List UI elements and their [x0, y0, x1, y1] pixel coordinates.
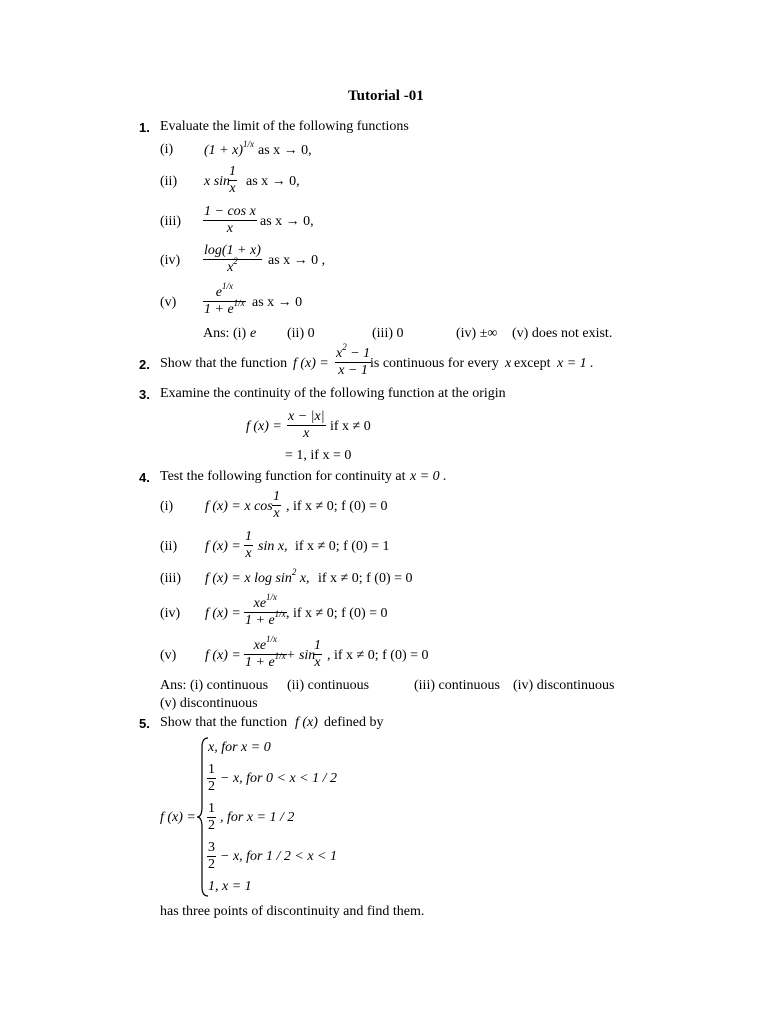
q4-item-iii-label: (iii) — [160, 571, 181, 586]
q4-answer-5: (v) discontinuous — [160, 696, 258, 711]
q4-item-v-label: (v) — [160, 648, 177, 663]
q5-case-4-expression: − x, for 1 / 2 < x < 1 — [220, 849, 337, 864]
q5-case-3-numerator: 1 — [208, 801, 215, 816]
q4-answer-1: Ans: (i) continuous — [160, 678, 269, 693]
q5-case-4-fraction — [207, 840, 216, 873]
q4-answer-3: (iii) continuous — [414, 678, 500, 693]
q1-item-ii-condition: as x → 0, — [246, 174, 300, 189]
q2-numerator: $x^2 - 1$ — [336, 342, 371, 361]
q5-case-1: x, for x = 0 — [208, 740, 271, 755]
q4-item-i-numerator: 1 — [273, 489, 280, 504]
q4-item-i-denominator: x — [273, 506, 280, 521]
q4-item-ii-numerator: 1 — [245, 529, 252, 544]
q1-item-iii-condition: as x → 0, — [260, 214, 314, 229]
q5-case-3-denominator: 2 — [208, 818, 215, 833]
question-2-text-middle: is continuous for every — [370, 356, 499, 371]
q1-item-ii-fraction — [228, 164, 237, 197]
q4-item-v-numerator-2: 1 — [314, 638, 321, 653]
q3-denominator: x — [303, 426, 310, 441]
q1-answer-2: (ii) 0 — [287, 326, 315, 341]
q1-answer-1: e — [250, 326, 257, 341]
q4-item-iii-condition: if x ≠ 0; f (0) = 0 — [318, 571, 413, 586]
q1-item-iv-label: (iv) — [160, 253, 181, 268]
q1-item-ii-denominator: x — [229, 181, 236, 196]
q5-function-name: f (x) = — [160, 810, 196, 825]
q5-case-3-fraction — [207, 801, 216, 834]
q1-answer-3: (iii) 0 — [372, 326, 404, 341]
q3-function-name: f (x) = — [246, 419, 282, 434]
q1-item-ii-prefix: x sin — [204, 174, 231, 189]
question-4-text: Test the following function for continuity at — [160, 469, 406, 484]
q4-item-ii-condition: if x ≠ 0; f (0) = 1 — [295, 539, 390, 554]
q5-case-4-denominator: 2 — [208, 857, 215, 872]
q4-item-iii-expression: f (x) = x $\log \sin^2 x$, — [205, 567, 310, 586]
q5-case-4-numerator: 3 — [208, 840, 215, 855]
q5-case-2-denominator: 2 — [208, 779, 215, 794]
q3-condition-1: if x ≠ 0 — [330, 419, 371, 434]
q2-denominator: x − 1 — [338, 363, 368, 378]
q1-item-v-numerator: $e^{1/x}$ — [203, 285, 246, 302]
q4-item-iv-condition: , if x ≠ 0; f (0) = 0 — [286, 606, 388, 621]
page-title: Tutorial -01 — [348, 88, 424, 104]
q4-item-i-fraction — [272, 489, 281, 522]
q1-item-iii-denominator: x — [226, 221, 234, 236]
q5-case-5: 1, x = 1 — [208, 879, 252, 894]
q2-condition: x = 1 . — [557, 356, 594, 371]
q4-item-i-label: (i) — [160, 499, 174, 514]
q4-item-iv-label: (iv) — [160, 606, 181, 621]
q1-answer-label: Ans: (i) — [203, 326, 247, 341]
question-number-1: 1. — [139, 120, 150, 135]
q1-item-i-label: (i) — [160, 142, 174, 157]
q4-item-ii-fraction — [244, 529, 253, 562]
q4-item-v-fraction-2 — [313, 638, 322, 671]
q4-item-v-condition: , if x ≠ 0; f (0) = 0 — [327, 648, 429, 663]
q1-answer-5: (v) does not exist. — [512, 326, 613, 341]
q4-item-v-denominator-2: x — [314, 655, 321, 670]
q4-answer-4: (iv) discontinuous — [513, 678, 615, 693]
q1-item-i-expression: $(1 + x)^{1/x}$ — [204, 139, 254, 158]
question-number-4: 4. — [139, 470, 150, 485]
q4-item-ii-label: (ii) — [160, 539, 178, 554]
question-3-text: Examine the continuity of the following function at the origin — [160, 386, 506, 401]
q4-item-v-prefix: f (x) = — [205, 648, 241, 663]
question-2-text-start: Show that the function — [160, 356, 288, 371]
q3-numerator: x − |x| — [288, 409, 325, 424]
q1-item-v-denominator: $1 + e^{1/x}$ — [204, 298, 245, 317]
q5-case-2-expression: − x, for 0 < x < 1 / 2 — [220, 771, 337, 786]
q4-item-v-denominator-1: $1 + e^{1/x}$ — [245, 651, 286, 670]
question-number-3: 3. — [139, 387, 150, 402]
q1-item-iv-denominator: $x^2$ — [227, 256, 238, 275]
q1-item-v-condition: as x → 0 — [252, 295, 303, 310]
q2-fraction — [335, 342, 371, 379]
q1-item-iv-fraction — [203, 243, 262, 276]
q1-item-iii-label: (iii) — [160, 214, 181, 229]
question-5-closing: has three points of discontinuity and find them. — [160, 904, 425, 919]
q4-item-iv-numerator: $xe^{1/x}$ — [244, 596, 287, 613]
q4-item-v-fraction-1 — [244, 634, 287, 671]
q4-item-ii-postfix: sin x, — [258, 539, 288, 554]
question-number-2: 2. — [139, 357, 150, 372]
q1-item-v-label: (v) — [160, 295, 177, 310]
q5-function-inline: f (x) — [295, 715, 318, 730]
q4-item-iv-denominator: $1 + e^{1/x}$ — [245, 609, 286, 628]
q1-item-v-fraction — [203, 281, 246, 318]
q1-answer-4: (iv) ±∞ — [456, 326, 498, 341]
question-2-text-except: except — [514, 356, 551, 371]
question-1-text: Evaluate the limit of the following functions — [160, 119, 409, 134]
q1-item-ii-label: (ii) — [160, 174, 178, 189]
question-5-text-end: defined by — [324, 715, 384, 730]
q5-case-2-fraction — [207, 762, 216, 795]
q1-item-ii-numerator: 1 — [229, 164, 236, 179]
q5-case-3-expression: , for x = 1 / 2 — [220, 810, 295, 825]
q2-function-name: f (x) = — [293, 356, 329, 371]
question-number-5: 5. — [139, 716, 150, 731]
q4-item-ii-denominator: x — [245, 546, 252, 561]
q1-item-iii-numerator: 1 − cos x — [204, 204, 256, 219]
q4-answer-2: (ii) continuous — [287, 678, 370, 693]
question-5-text-start: Show that the function — [160, 715, 288, 730]
q2-variable: x — [505, 356, 512, 371]
q4-point: x = 0 . — [410, 469, 447, 484]
q5-case-2-numerator: 1 — [208, 762, 215, 777]
q4-item-i-prefix: f (x) = x cos — [205, 499, 273, 514]
q1-item-iii-fraction — [203, 204, 257, 237]
q4-item-ii-prefix: f (x) = — [205, 539, 241, 554]
q4-item-iv-prefix: f (x) = — [205, 606, 241, 621]
q4-item-v-numerator-1: $xe^{1/x}$ — [244, 638, 287, 655]
q1-item-i-condition: as x → 0, — [258, 143, 312, 158]
q4-item-iv-fraction — [244, 592, 287, 629]
q4-item-i-condition: , if x ≠ 0; f (0) = 0 — [286, 499, 388, 514]
q4-item-v-middle: + sin — [286, 648, 316, 663]
q3-second-line: = 1, if x = 0 — [285, 448, 352, 463]
q1-item-iv-condition: as x → 0 , — [268, 253, 326, 268]
q1-item-iv-numerator: log(1 + x) — [204, 243, 261, 258]
q3-fraction — [287, 409, 326, 442]
